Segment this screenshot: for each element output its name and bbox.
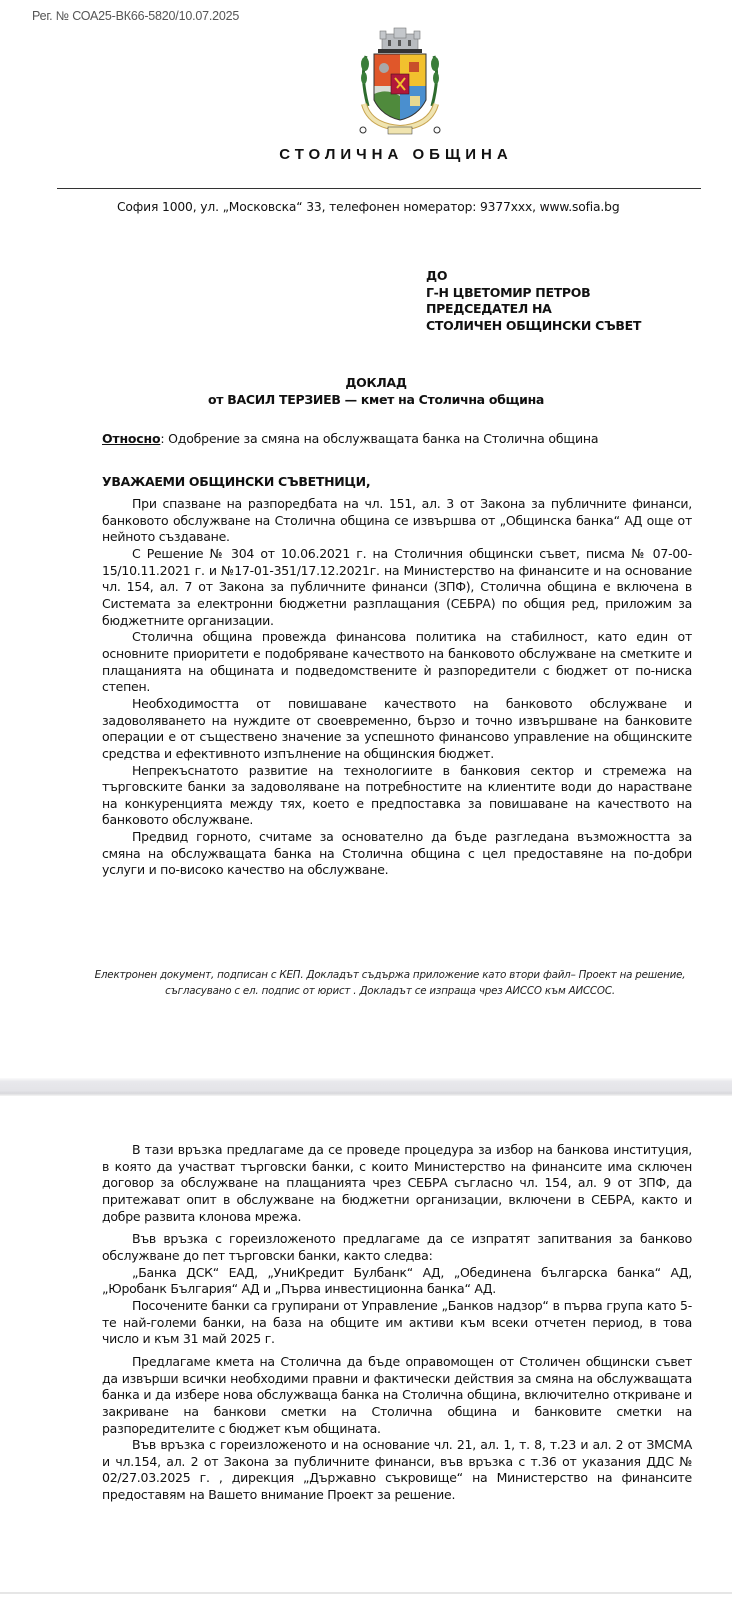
paragraph: Посочените банки са групирани от Управление „Банков надзор“ в първа група като 5-те най-големи банки, на база на общите им активи към всеки отчетен период, в това число и към 31 май 2025 г. bbox=[102, 1297, 692, 1347]
paragraph: Във връзка с гореизложеното предлагаме да се изпратят запитвания за банково обслужване до пет търговски банки, както следва: bbox=[102, 1231, 692, 1263]
salutation: УВАЖАЕМИ ОБЩИНСКИ СЪВЕТНИЦИ, bbox=[102, 474, 371, 489]
page1-body bbox=[102, 496, 692, 879]
report-title: ДОКЛАД bbox=[345, 375, 407, 390]
organization-address: София 1000, ул. „Московска“ 33, телефонен номератор: 9377xxx, www.sofia.bg bbox=[117, 200, 620, 214]
sofia-coat-of-arms-icon bbox=[350, 26, 450, 138]
regarding-line bbox=[102, 431, 598, 446]
paragraph: Необходимостта от повишаване качеството на банковото обслужване и задоволяването на нуждите от своевременно, бързо и точно извършване на банковите операции е от съществено значение за успешното финансово управление на общинските средства и ефективното изпълнение на общинския бюджет. bbox=[102, 695, 692, 761]
bank-list-paragraph: „Банка ДСК“ ЕАД, „УниКредит Булбанк“ АД, „Обединена българска банка“ АД, „Юробанк България“ АД и „Първа инвестиционна банка“ АД. bbox=[102, 1264, 692, 1297]
organization-name: СТОЛИЧНА ОБЩИНА bbox=[279, 146, 513, 163]
paragraph: С Решение № 304 от 10.06.2021 г. на Столичния общински съвет, писма № 07-00-15/10.11.2021 г. и №17-01-351/17.12.2021г. на Министерство на финансите и на основание чл. 154, ал. 7 от Закона за публичните финанси (ЗПФ), Столична община е включена в Системата за електронни бюджетни разплащания (СЕБРА) по общия ред, приложим за бюджетните организации. bbox=[102, 545, 692, 628]
page-bottom-edge bbox=[0, 1592, 732, 1594]
recipient-line: Г-Н ЦВЕТОМИР ПЕТРОВ bbox=[426, 284, 591, 300]
paragraph: В тази връзка предлагаме да се проведе процедура за избор на банкова институция, в която да участват търговски банки, с които Министерство на финансите има сключен договор за обслужване на плащанията чрез СЕБРА съгласно чл. 154, ал. 9 от ЗПФ, да притежават опит в обслужване на бюджетни организации, включени в СЕБРА, както и добре развита клонова мрежа. bbox=[102, 1142, 692, 1224]
paragraph: Предлагаме кмета на Столична да бъде оправомощен от Столичен общински съвет да извърши всички необходими правни и фактически действия за смяна на обслужващата банка и да избере нова обслужваща банка на Столична община, включително откриване и закриване на банкови сметки на Столична община и банковите сметки на разпоредителите с бюджет към общината. bbox=[102, 1353, 692, 1436]
paragraph: Предвид горното, считаме за основателно да бъде разгледана възможността за смяна на обслужващата банка на Столична община с цел предоставяне на по-добри услуги и по-високо качество на обслужване. bbox=[102, 829, 692, 878]
report-author: от ВАСИЛ ТЕРЗИЕВ — кмет на Столична община bbox=[207, 392, 545, 407]
registration-number: Рег. № СОА25-ВК66-5820/10.07.2025 bbox=[32, 9, 240, 23]
report-heading bbox=[0, 374, 732, 408]
page2-body bbox=[102, 1142, 692, 1504]
recipient-line: ПРЕДСЕДАТЕЛ НА bbox=[426, 301, 552, 317]
document-page-2 bbox=[0, 1096, 732, 1600]
electronic-signature-note: Електронен документ, подписан с КЕП. Докладът съдържа приложение като втори файл– Проект на решение, съгласувано с ел. подпис от юрист . Докладът се изпраща чрез АИССО към АИССОС. bbox=[94, 969, 686, 997]
recipient-line: СТОЛИЧЕН ОБЩИНСКИ СЪВЕТ bbox=[426, 317, 642, 333]
page-separator bbox=[0, 1078, 732, 1096]
recipient-line: ДО bbox=[426, 268, 448, 283]
regarding-text: : Одобрение за смяна на обслужващата банка на Столична община bbox=[160, 431, 599, 446]
paragraph: Непрекъснатото развитие на технологиите в банковия сектор и стремежа на търговските банки за задоволяване на потребностите на клиентите води до нарастване на конкуренцията между тях, което е предпоставка за повишаване на качеството на банковото обслужване. bbox=[102, 762, 692, 828]
regarding-label: Относно bbox=[102, 431, 161, 446]
paragraph: При спазване на разпоредбата на чл. 151, ал. 3 от Закона за публичните финанси, банковото обслужване на Столична община се извършва от „Общинска банка“ АД още от нейното създаване. bbox=[102, 496, 692, 545]
paragraph: Във връзка с гореизложеното и на основание чл. 21, ал. 1, т. 8, т.23 и ал. 2 от ЗМСМА и чл.154, ал. 2 от Закона за публичните финанси, във връзка с т.36 от указания ДДС № 02/27.03.2025 г. , дирекция „Държавно съкровище“ на Министерство на финансите предоставям на Вашето внимание Проект за решение. bbox=[102, 1437, 692, 1503]
paragraph: Столична община провежда финансова политика на стабилност, като един от основните приоритети е подобряване качеството на банковото обслужване на сметките и плащанията на общината и подведомствените ѝ разпоредители с бюджет от по-ниска степен. bbox=[102, 629, 692, 695]
recipient-block bbox=[426, 268, 641, 334]
header-divider bbox=[57, 188, 701, 189]
